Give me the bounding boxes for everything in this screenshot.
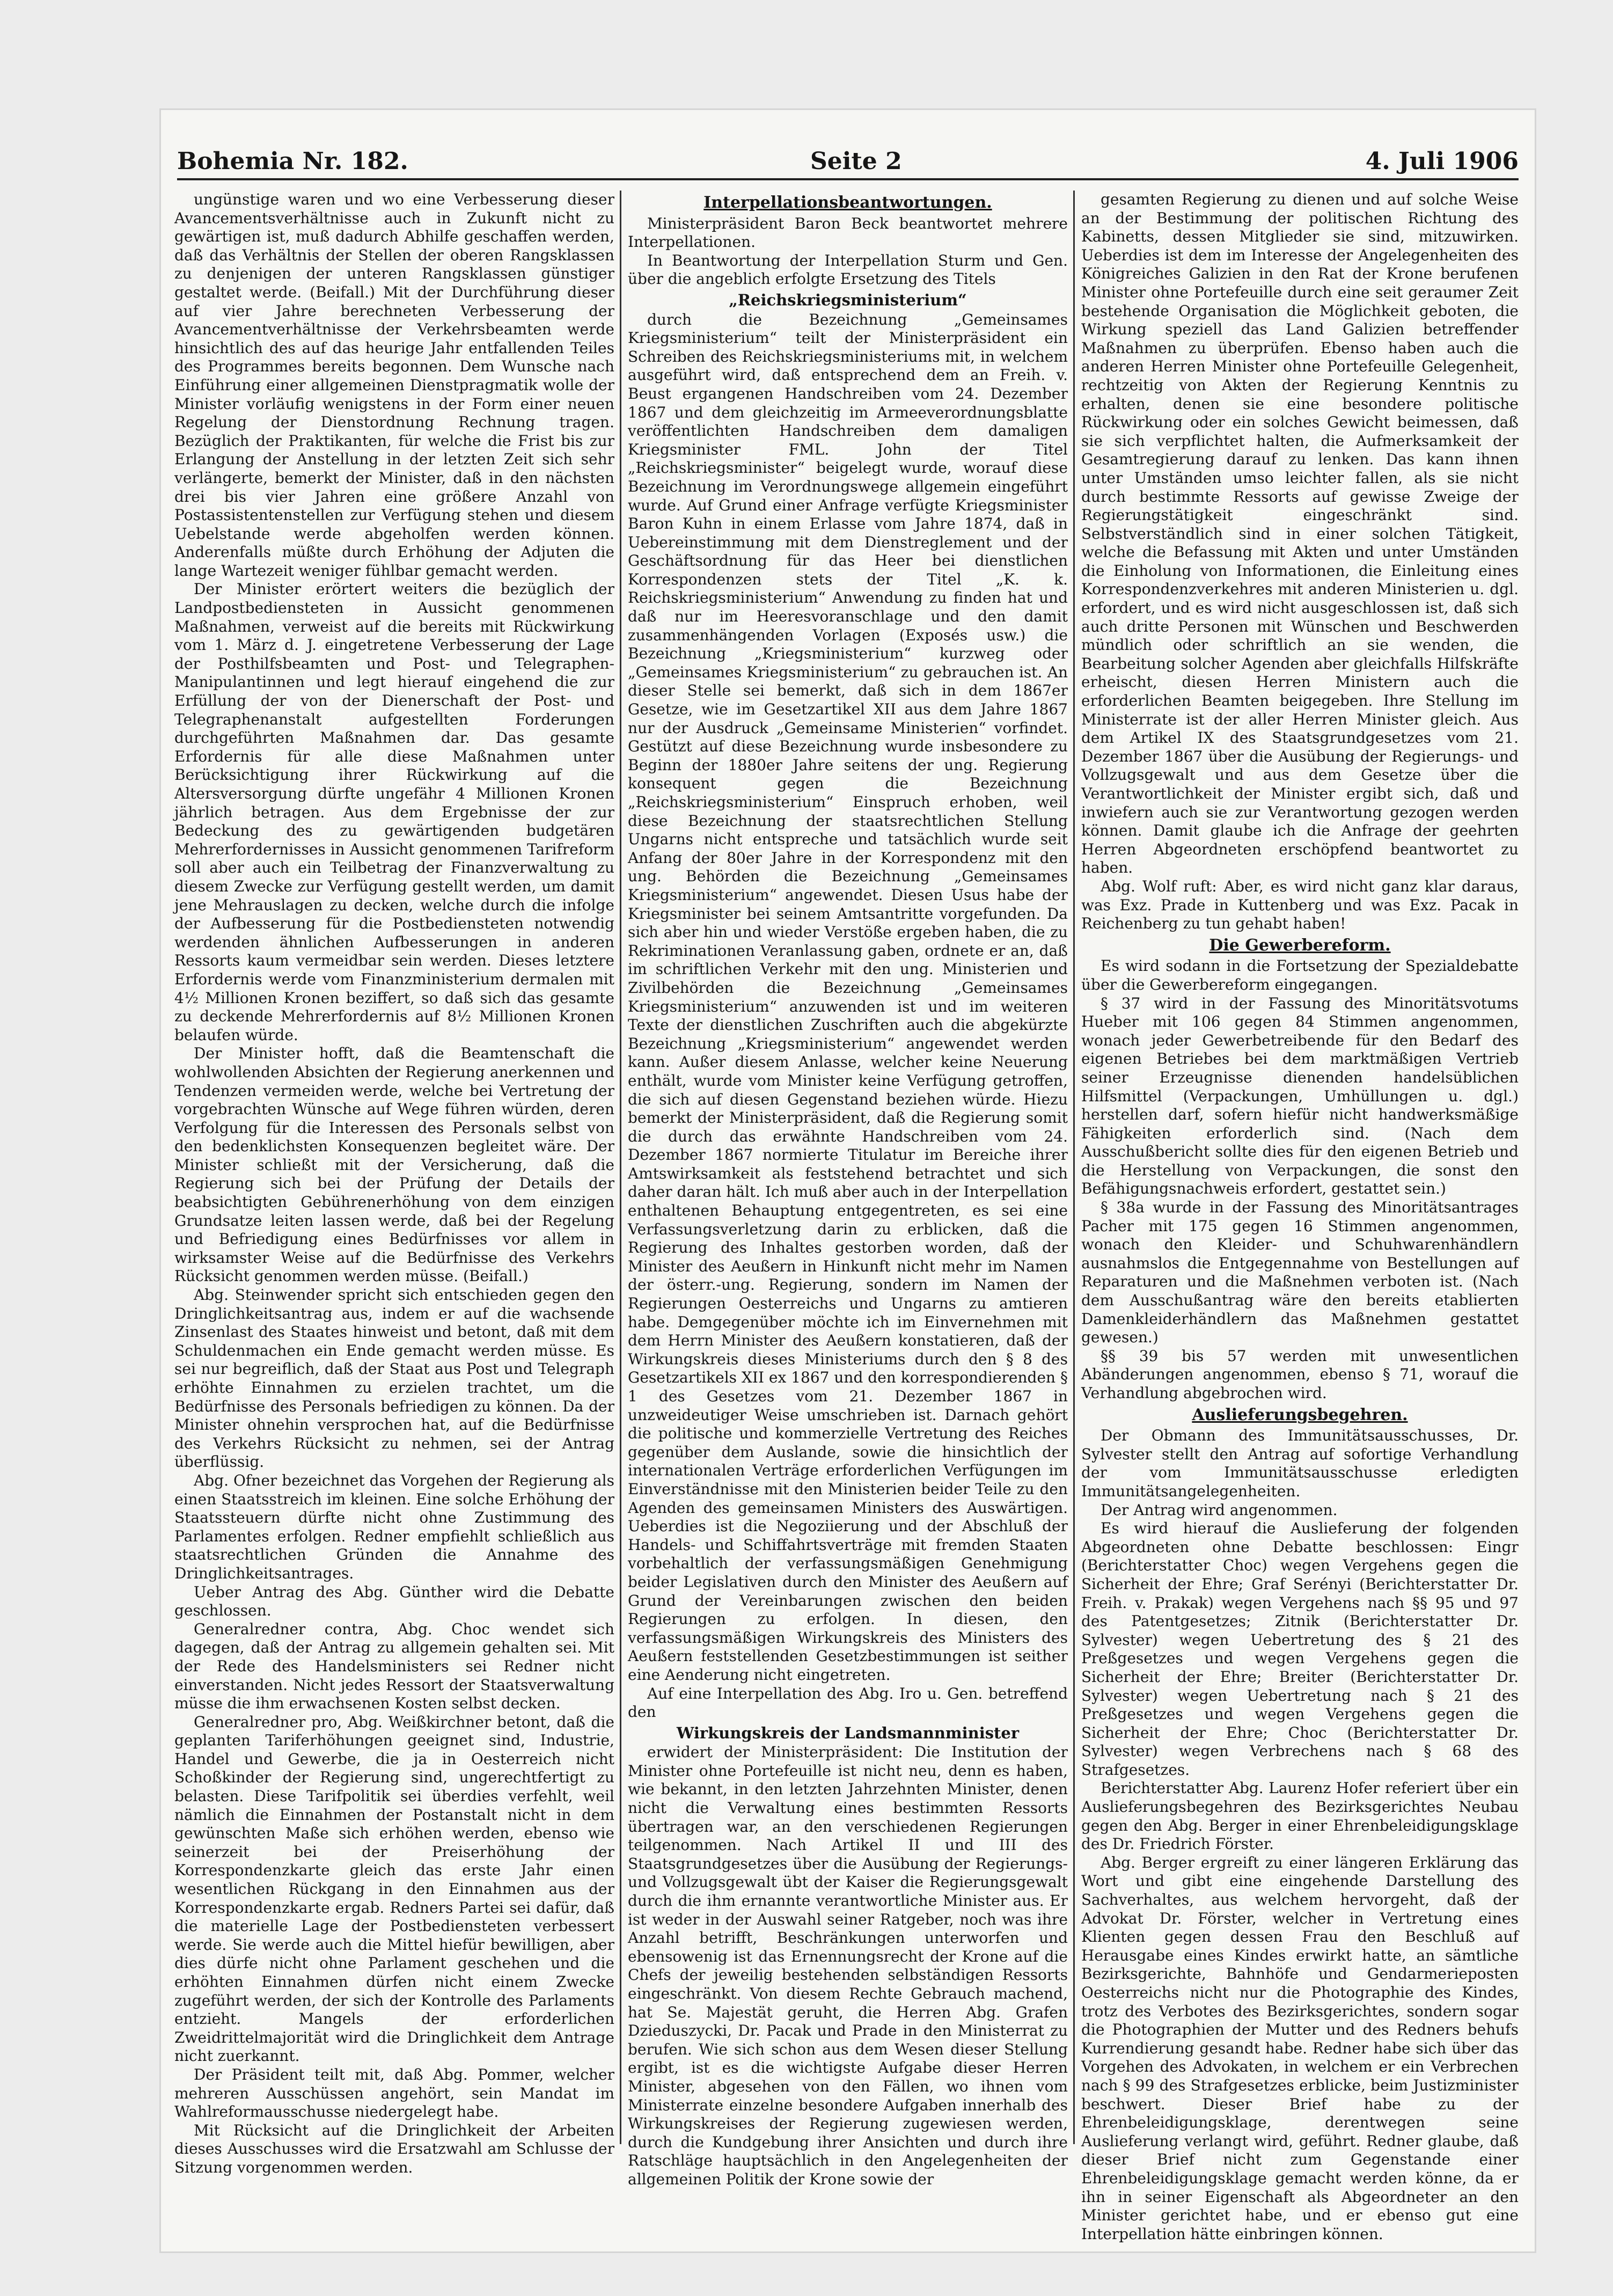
paragraph: ungünstige waren und wo eine Verbesserung dieser Avancementsverhältnisse auch in Zukunft nicht zu gewärtigen ist, muß dadurch Abhilfe geschaffen werden, daß das Verhältnis der Stellen der oberen Rangsklassen zu denjenigen der unteren Rangsklassen günstiger gestaltet werde. (Beifall.) Mit der Durchführung dieser auf vier Jahre berechneten Verbesserung der Avancementverhältnisse der Verkehrsbeamten werde hinsichtlich des auf das heurige Jahr entfallenden Teiles des Programmes bereits begonnen. Dem Wunsche nach Einführung einer allgemeinen Dienstpragmatik wolle der Minister vorläufig wenigstens in der Form einer neuen Regelung der Dienstordnung Rechnung tragen. Bezüglich der Praktikanten, für welche die Frist bis zur Erlangung der Anstellung in der letzten Zeit sich sehr verlängerte, bemerkt der Minister, daß in den nächsten drei bis vier Jahren eine größere Anzahl von Postassistentenstellen zur Verfügung stehen und diesem Uebelstande werde abgeholfen werden können. Anderenfalls müßte durch Erhöhung der Adjuten die lange Wartezeit weniger fühlbar gemacht werden.: [174, 191, 614, 580]
paragraph: erwidert der Ministerpräsident: Die Institution der Minister ohne Portefeuille ist nicht neu, denn es haben, wie bekannt, in den letzten Jahrzehnten Minister, denen nicht die Verwaltung eines bestimmten Ressorts übertragen war, an den verschiedenen Regierungen teilgenommen. Nach Artikel II und III des Staatsgrundgesetzes über die Ausübung der Regierungs- und Vollzugsgewalt übt der Kaiser die Regierungsgewalt durch die ihm ernannte verantwortliche Minister aus. Er ist weder in der Auswahl seiner Ratgeber, noch was ihre Anzahl betrifft, Beschränkungen unterworfen und ebensowenig ist das Ernennungsrecht der Krone auf die Chefs der jeweilig bestehenden selbständigen Ressorts eingeschränkt. Von diesem Rechte Gebrauch machend, hat Se. Majestät geruht, die Herren Abg. Grafen Dzieduszycki, Dr. Pacak und Prade in den Ministerrat zu berufen. Wie sich schon aus dem Wesen dieser Stellung ergibt, ist es die wichtigste Aufgabe dieser Herren Minister, abgesehen von den Fällen, wo ihnen vom Ministerrate einzelne besondere Aufgaben innerhalb des Wirkungskreises der Regierung zugewiesen werden, durch die Kundgebung ihrer Ansichten und durch ihre Ratschläge hauptsächlich in den Angelegenheiten der allgemeinen Politik der Krone sowie der: [628, 1743, 1068, 2188]
paragraph: Abg. Wolf ruft: Aber, es wird nicht ganz klar daraus, was Exz. Prade in Kuttenberg und was Exz. Pacak in Reichenberg zu tun gehabt haben!: [1081, 877, 1519, 933]
header-rule: [177, 178, 1519, 180]
column-divider-2: [1073, 191, 1075, 2144]
column-divider-1: [620, 191, 621, 2144]
paragraph: Ministerpräsident Baron Beck beantwortet mehrere Interpellationen.: [628, 214, 1068, 251]
paragraph: Ueber Antrag des Abg. Günther wird die Debatte geschlossen.: [174, 1583, 614, 1620]
paragraph: § 38a wurde in der Fassung des Minoritätsantrages Pacher mit 175 gegen 16 Stimmen angenommen, wonach den Kleider- und Schuhwarenhändlern ausnahmslos die Entgegennahme von Bestellungen auf Reparaturen und die Maßnehmen verboten ist. (Nach dem Ausschußantrag wäre den bereits etablierten Damenkleiderhändlern das Maßnehmen gestattet gewesen.): [1081, 1198, 1519, 1347]
paragraph: Der Präsident teilt mit, daß Abg. Pommer, welcher mehreren Ausschüssen angehört, sein Mandat im Wahlreformausschusse niedergelegt habe.: [174, 2065, 614, 2121]
paragraph: §§ 39 bis 57 werden mit unwesentlichen Abänderungen angenommen, ebenso § 71, worauf die Verhandlung abgebrochen wird.: [1081, 1347, 1519, 1402]
paragraph: Mit Rücksicht auf die Dringlichkeit der Arbeiten dieses Ausschusses wird die Ersatzwahl am Schlusse der Sitzung vorgenommen werden.: [174, 2121, 614, 2176]
paragraph: Es wird sodann in die Fortsetzung der Spezialdebatte über die Gewerbereform eingegangen.: [1081, 957, 1519, 993]
column-3: [1081, 191, 1519, 2243]
paragraph: Generalredner contra, Abg. Choc wendet sich dagegen, daß der Antrag zu allgemein gehalten sei. Mit der Rede des Handelsministers sei Redner nicht einverstanden. Nicht jedes Ressort der Staatsverwaltung müsse die ihm erwachsenen Kosten selbst decken.: [174, 1620, 614, 1713]
paragraph: Abg. Ofner bezeichnet das Vorgehen der Regierung als einen Staatsstreich im kleinen. Eine solche Erhöhung der Staatssteuern dürfte nicht ohne Zustimmung des Parlamentes erfolgen. Redner empfiehlt schließlich aus staatsrechtlichen Gründen die Annahme des Dringlichkeitsantrages.: [174, 1471, 614, 1582]
header-publication: Bohemia Nr. 182.: [177, 148, 408, 175]
paragraph: Der Minister hofft, daß die Beamtenschaft die wohlwollenden Absichten der Regierung anerkennen und Tendenzen vermeiden werde, welche bei Vertretung der vorgebrachten Wünsche auf Wege führen würden, deren Verfolgung für die Interessen des Personals selbst von den bedenklichsten Konsequenzen begleitet wäre. Der Minister schließt mit der Versicherung, daß die Regierung sich bei der Prüfung der Details der beabsichtigten Gebührenerhöhung von dem einzigen Grundsatze leiten lassen werde, daß bei der Regelung und Befriedigung eines Bedürfnisses vor allem in wirksamster Weise auf die Bedürfnisse des Verkehrs Rücksicht genommen werden müsse. (Beifall.): [174, 1044, 614, 1285]
paragraph: gesamten Regierung zu dienen und auf solche Weise an der Bestimmung der politischen Richtung des Kabinetts, dessen Mitglieder sie sind, mitzuwirken. Ueberdies ist dem im Interesse der Angelegenheiten des Königreiches Galizien in den Rat der Krone berufenen Minister ohne Portefeuille durch eine seit geraumer Zeit bestehende Organisation die Möglichkeit geboten, die Wirkung speziell das Land Galizien betreffender Maßnahmen zu überprüfen. Ebenso haben auch die anderen Herren Minister ohne Portefeuille Gelegenheit, rechtzeitig von Akten der Regierung Kenntnis zu erhalten, denen sie eine besondere politische Rückwirkung oder ein solches Gewicht beimessen, daß sie sich verpflichtet halten, die Aufmerksamkeit der Gesamtregierung darauf zu lenken. Das kann ihnen unter Umständen umso leichter fallen, als sie nicht durch bestimmte Ressorts auf gewisse Zweige der Regierungstätigkeit eingeschränkt sind. Selbstverständlich sind in einer solchen Tätigkeit, welche die Befassung mit Akten und unter Umständen die Einholung von Informationen, die Einleitung eines Korrespondenzverkehres mit anderen Ministerien u. dgl. erfordert, und es wird nicht ausgeschlossen ist, daß sich auch dritte Personen mit Wünschen und Beschwerden mündlich oder schriftlich an sie wenden, die Bearbeitung solcher Agenden aber gleichfalls Hilfskräfte erheischt, diesen Herren Ministern auch die erforderlichen Beamten beigegeben. Ihre Stellung im Ministerrate ist der aller Herren Minister gleich. Aus dem Artikel IX des Staatsgrundgesetzes vom 21. Dezember 1867 über die Ausübung der Regierungs- und Vollzugsgewalt und aus dem Gesetze über die Verantwortlichkeit der Minister ergibt sich, daß und inwiefern auch sie zur Verantwortung gezogen werden können. Damit glaube ich die Anfrage der geehrten Herren Abgeordneten erschöpfend beantwortet zu haben.: [1081, 191, 1519, 877]
column-1: [174, 191, 614, 2176]
paragraph: In Beantwortung der Interpellation Sturm und Gen. über die angeblich erfolgte Ersetzung des Titels: [628, 251, 1068, 288]
paragraph: Der Obmann des Immunitätsausschusses, Dr. Sylvester stellt den Antrag auf sofortige Verhandlung der vom Immunitätsausschusse erledigten Immunitätsangelegenheiten.: [1081, 1427, 1519, 1500]
paragraph: Es wird hierauf die Auslieferung der folgenden Abgeordneten ohne Debatte beschlossen: Eingr (Berichterstatter Choc) wegen Vergehens gegen die Sicherheit der Ehre; Graf Serényi (Berichterstatter Dr. Freih. v. Prakak) wegen Vergehens nach §§ 95 und 97 des Patentgesetzes; Zitnik (Berichterstatter Dr. Sylvester) wegen Uebertretung des § 21 des Preßgesetzes und wegen Vergehens gegen die Sicherheit der Ehre; Breiter (Berichterstatter Dr. Sylvester) wegen Uebertretung nach § 21 des Preßgesetzes und wegen Vergehens gegen die Sicherheit der Ehre; Choc (Berichterstatter Dr. Sylvester) wegen Verbrechens nach § 68 des Strafgesetzes.: [1081, 1519, 1519, 1779]
section-heading: Die Gewerbereform.: [1209, 935, 1391, 955]
paragraph: Generalredner pro, Abg. Weißkirchner betont, daß die geplanten Tariferhöhungen geeignet sind, Industrie, Handel und Gewerbe, die ja in Oesterreich nicht Schoßkinder der Regierung sind, ungerechtfertigt zu belasten. Diese Tarifpolitik sei überdies verfehlt, weil nämlich die Einnahmen der Postanstalt nicht in dem gewünschten Maße sich erhöhen werden, ebenso wie seinerzeit bei der Preiserhöhung der Korrespondenzkarte gleich das erste Jahr einen wesentlichen Rückgang in den Einnahmen aus der Korrespondenzkarte ergab. Redners Partei sei dafür, daß die materielle Lage der Postbediensteten verbessert werde. Sie werde auch die Mittel hiefür bewilligen, aber dies dürfe nicht ohne Parlament geschehen und die erhöhten Einnahmen dürfen nicht einem Zwecke zugeführt werden, der sich der Kontrolle des Parlaments entzieht. Mangels der erforderlichen Zweidrittelmajorität wird die Dringlichkeit dem Antrage nicht zuerkannt.: [174, 1713, 614, 2065]
subheading: Wirkungskreis der Landsmannminister: [676, 1723, 1020, 1742]
paragraph: § 37 wird in der Fassung des Minoritätsvotums Hueber mit 106 gegen 84 Stimmen angenommen, wonach jeder Gewerbetreibende für den Bedarf des eigenen Betriebes bei dem marktmäßigen Vertrieb seiner Erzeugnisse dienenden handelsüblichen Hilfsmittel (Verpackungen, Umhüllungen u. dgl.) herstellen darf, sofern hiefür nicht handwerksmäßige Fähigkeiten erforderlich sind. (Nach dem Ausschußbericht sollte dies für den eigenen Betrieb und die Herstellung von Verpackungen, die sonst den Befähigungsnachweis erfordert, gestattet sein.): [1081, 994, 1519, 1198]
paragraph: Abg. Berger ergreift zu einer längeren Erklärung das Wort und gibt eine eingehende Darstellung des Sachverhaltes, aus welchem hervorgeht, daß der Advokat Dr. Förster, welcher in Vertretung eines Klienten gegen dessen Frau den Beschluß auf Herausgabe eines Kindes erwirkt hatte, an sämtliche Bezirksgerichte, Bahnhöfe und Gendarmerieposten Oesterreichs nicht nur die Photographie des Kindes, trotz des Verbotes des Bezirksgerichtes, sondern sogar die Photographien der Mutter und des Redners behufs Kurrendierung gesandt habe. Redner habe sich über das Vorgehen des Advokaten, in welchem er ein Verbrechen nach § 99 des Strafgesetzes erblicke, beim Justizminister beschwert. Dieser Brief habe zu der Ehrenbeleidigungsklage, derentwegen seine Auslieferung verlangt wird, geführt. Redner glaube, daß dieser Brief nicht zum Gegenstande einer Ehrenbeleidigungsklage gemacht werden könne, da er ihn in seiner Eigenschaft als Abgeordneter an den Minister gerichtet habe, und er ebenso gut eine Interpellation hätte einbringen können.: [1081, 1853, 1519, 2243]
paragraph: Der Minister erörtert weiters die bezüglich der Landpostbediensteten in Aussicht genommenen Maßnahmen, verweist auf die bereits mit Rückwirkung vom 1. März d. J. eingetretene Verbesserung der Lage der Posthilfsbeamten und Post- und Telegraphen-Manipulantinnen und legt hierauf eingehend die zur Erfüllung der von der Dienerschaft der Post- und Telegraphenanstalt aufgestellten Forderungen durchgeführten Maßnahmen dar. Das gesamte Erfordernis für alle diese Maßnahmen unter Berücksichtigung ihrer Rückwirkung auf die Altersversorgung dürfte ungefähr 4 Millionen Kronen jährlich betragen. Aus dem Ergebnisse der zur Bedeckung des zu gewärtigenden budgetären Mehrerfordernisses in Aussicht genommenen Tarifreform soll aber auch ein Teilbetrag der Finanzverwaltung zu diesem Zwecke zur Verfügung gestellt werden, um damit jene Mehrauslagen zu decken, welche durch die infolge der Aufbesserung für die Postbediensteten notwendig werdenden ähnlichen Aufbesserungen in anderen Ressorts kaum vermeidbar sein werden. Dieses letztere Erfordernis werde vom Finanzministerium dermalen mit 4½ Millionen Kronen beziffert, so daß sich das gesamte zu deckende Mehrerfordernis auf 8½ Millionen Kronen belaufen würde.: [174, 580, 614, 1044]
section-heading: Interpellationsbeantwortungen.: [703, 193, 992, 212]
section-heading: Auslieferungsbegehren.: [1192, 1405, 1408, 1424]
paragraph: durch die Bezeichnung „Gemeinsames Kriegsministerium“ teilt der Ministerpräsident ein Schreiben des Reichskriegsministeriums mit, in welchem ausgeführt wird, daß entsprechend dem an Freih. v. Beust ergangenen Handschreiben vom 24. Dezember 1867 und dem gleichzeitig im Armeeverordnungsblatte veröffentlichten Handschreiben dem damaligen Kriegsminister FML. John der Titel „Reichskriegsminister“ beigelegt wurde, worauf diese Bezeichnung im Verordnungswege allgemein eingeführt wurde. Auf Grund einer Anfrage verfügte Kriegsminister Baron Kuhn in einem Erlasse vom Jahre 1874, daß in Uebereinstimmung mit dem Dienstreglement und der Geschäftsordnung für das Heer bei dienstlichen Korrespondenzen stets der Titel „K. k. Reichskriegsministerium“ Anwendung zu finden hat und daß nur im Heeresvoranschlage und den damit zusammenhängenden Vorlagen (Exposés usw.) die Bezeichnung „Kriegsministerium“ kurzweg oder „Gemeinsames Kriegsministerium“ zu gebrauchen ist. An dieser Stelle sei bemerkt, daß sich in dem 1867er Gesetze, wie im Gesetzartikel XII aus dem Jahre 1867 nur der Ausdruck „Gemeinsame Ministerien“ vorfindet. Gestützt auf diese Bezeichnung wurde insbesondere zu Beginn der 1880er Jahre seitens der ung. Regierung konsequent gegen die Bezeichnung „Reichskriegsministerium“ Einspruch erhoben, weil diese Bezeichnung der staatsrechtlichen Stellung Ungarns nicht entspreche und tatsächlich wurde seit Anfang der 80er Jahre in der Korrespondenz mit den ung. Behörden die Bezeichnung „Gemeinsames Kriegsministerium“ angewendet. Diesen Usus habe der Kriegsminister bei seinem Amtsantritte vorgefunden. Da sich aber hin und wieder Verstöße ergeben haben, die zu Rekriminationen Veranlassung gaben, ordnete er an, daß im schriftlichen Verkehr mit den ung. Ministerien und Zivilbehörden die Bezeichnung „Gemeinsames Kriegsministerium“ anzuwenden ist und im weiteren Texte der dienstlichen Zuschriften auch die abgekürzte Bezeichnung „Kriegsministerium“ angewendet werden kann. Außer diesem Anlasse, welcher keine Neuerung enthält, wurde vom Minister keine Verfügung getroffen, die sich auf diesen Gegenstand beziehen würde. Hiezu bemerkt der Ministerpräsident, daß die Regierung somit die durch das erwähnte Handschreiben vom 24. Dezember 1867 normierte Titulatur im Bereiche ihrer Amtswirksamkeit als feststehend betrachtet und sich daher daran hält. Ich muß aber auch in der Interpellation enthaltenen Behauptung entgegentreten, es sei eine Verfassungsverletzung darin zu erblicken, daß die Regierung des Inhaltes gestorben worden, daß der Minister des Aeußern in Hinkunft nicht mehr im Namen der österr.-ung. Regierung, sondern im Namen der Regierungen Oesterreichs und Ungarns zu amtieren habe. Demgegenüber möchte ich im Einvernehmen mit dem Herrn Minister des Aeußern konstatieren, daß der Wirkungskreis dieses Ministeriums durch den § 8 des Gesetzartikels XII ex 1867 und den korrespondierenden § 1 des Gesetzes vom 21. Dezember 1867 in unzweideutiger Weise umschrieben ist. Darnach gehört die politische und kommerzielle Vertretung des Reiches gegenüber dem Auslande, sowie die hinsichtlich der internationalen Verträge erforderlichen Verfügungen im Einverständnisse mit den Ministerien beider Teile zu den Agenden des gemeinsamen Ministers des Auswärtigen. Ueberdies ist die Negoziierung und der Abschluß der Handels- und Schiffahrtsverträge mit fremden Staaten vorbehaltlich der verfassungsmäßigen Genehmigung beider Legislativen durch den Minister des Aeußern auf Grund der Vereinbarungen zwischen den beiden Regierungen zu erfolgen. In diesen, den verfassungsmäßigen Wirkungskreis des Ministers des Aeußern feststellenden Gesetzbestimmungen ist seither eine Aenderung nicht eingetreten.: [628, 310, 1068, 1684]
paragraph: Abg. Steinwender spricht sich entschieden gegen den Dringlichkeitsantrag aus, indem er auf die wachsende Zinsenlast des Staates hinweist und betont, daß mit dem Schuldenmachen ein Ende gemacht werden müsse. Es sei nur begreiflich, daß der Staat aus Post und Telegraph erhöhte Einnahmen zu erzielen trachtet, um die Bedürfnisse des Personals befriedigen zu können. Da der Minister ohnehin versprochen hat, auf die Bedürfnisse des Verkehrs Rücksicht zu nehmen, sei der Antrag überflüssig.: [174, 1286, 614, 1471]
subheading: „Reichskriegsministerium“: [729, 290, 967, 309]
header-date: 4. Juli 1906: [1365, 148, 1519, 175]
column-2: [628, 191, 1068, 2188]
paragraph: Berichterstatter Abg. Laurenz Hofer referiert über ein Auslieferungsbegehren des Bezirksgerichtes Neubau gegen den Abg. Berger in einer Ehrenbeleidigungsklage des Dr. Friedrich Förster.: [1081, 1779, 1519, 1853]
paragraph: Auf eine Interpellation des Abg. Iro u. Gen. betreffend den: [628, 1684, 1068, 1721]
header-page-number: Seite 2: [810, 148, 902, 175]
paragraph: Der Antrag wird angenommen.: [1101, 1501, 1338, 1519]
